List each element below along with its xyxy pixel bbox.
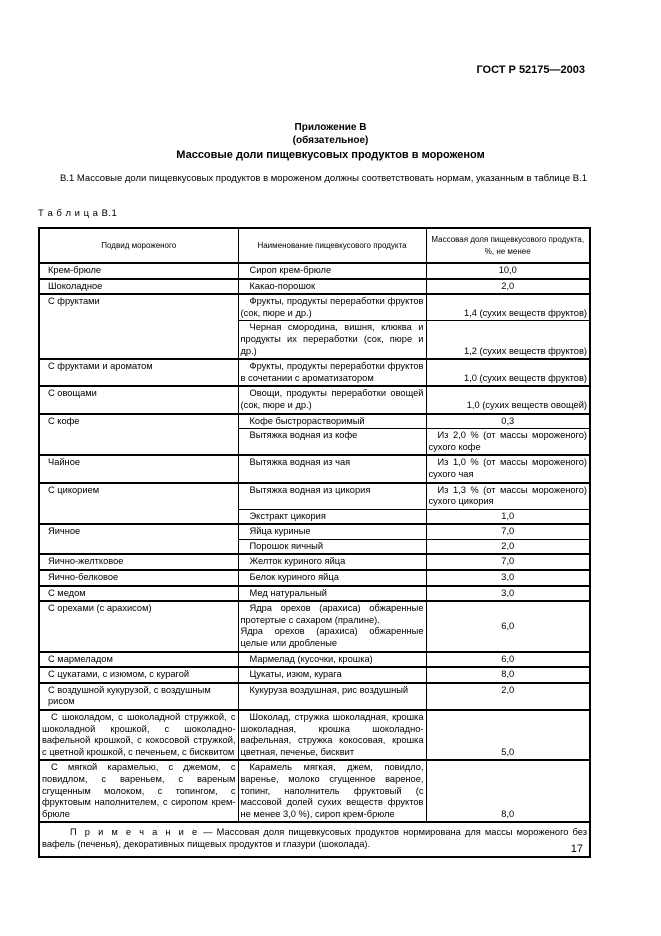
product-cell: Мед натуральный <box>238 586 426 602</box>
mass-fraction-cell: 2,0 <box>426 279 590 295</box>
table-note <box>39 822 590 856</box>
table-row <box>39 601 590 651</box>
subtype-cell: С кофе <box>39 414 238 456</box>
mass-fraction-cell: 6,0 <box>426 601 590 651</box>
product-cell: Фрукты, продукты переработки фруктов в сочетании с ароматизатором <box>238 359 426 386</box>
table-row <box>39 570 590 586</box>
table-row <box>39 483 590 510</box>
mass-fraction-cell: 7,0 <box>426 524 590 539</box>
product-cell: Фрукты, продукты переработки фруктов (сок, пюре и др.) <box>238 294 426 321</box>
mass-fraction-cell: 10,0 <box>426 263 590 279</box>
mass-fraction-cell: 5,0 <box>426 710 590 760</box>
section-title: Массовые доли пищевкусовых продуктов в мороженом <box>176 149 485 161</box>
header-mass-fraction: Массовая доля пищевкусового продукта, %, не менее <box>426 228 590 263</box>
subtype-cell: С овощами <box>39 386 238 413</box>
product-cell: Мармелад (кусочки, крошка) <box>238 652 426 668</box>
mass-fraction-cell: 1,4 (сухих веществ фруктов) <box>426 294 590 321</box>
note-text: — Массовая доля пищевкусовых продуктов нормирована для массы мороженого без вафель (печенья), декоративных пищевых продуктов и глазури (шоколада). <box>42 827 587 849</box>
table-b1 <box>38 227 591 858</box>
mass-fraction-cell: 6,0 <box>426 652 590 668</box>
table-row <box>39 554 590 570</box>
table-note-row <box>39 822 590 856</box>
subtype-cell: Шоколадное <box>39 279 238 295</box>
product-cell: Экстракт цикория <box>238 509 426 524</box>
note-label: П р и м е ч а н и е <box>70 827 200 838</box>
mass-fraction-cell: 3,0 <box>426 586 590 602</box>
product-cell: Кофе быстрорастворимый <box>238 414 426 429</box>
product-cell: Желток куриного яйца <box>238 554 426 570</box>
table-row <box>39 279 590 295</box>
table-row <box>39 414 590 429</box>
subtype-cell: С шоколадом, с шоколадной стружкой, с шоколадной крошкой, с шоколадно-вафельной крошкой, с кокосовой стружкой, с цветной крошкой, с печеньем, с бисквитом <box>39 710 238 760</box>
table-row <box>39 710 590 760</box>
subtype-cell: Крем-брюле <box>39 263 238 279</box>
subtype-cell: С медом <box>39 586 238 602</box>
product-cell: Порошок яичный <box>238 539 426 554</box>
table-row <box>39 760 590 822</box>
product-cell: Сироп крем-брюле <box>238 263 426 279</box>
product-cell: Белок куриного яйца <box>238 570 426 586</box>
table-row <box>39 263 590 279</box>
product-cell: Овощи, продукты переработки овощей (сок, пюре и др.) <box>238 386 426 413</box>
appendix-status: (обязательное) <box>292 135 369 146</box>
table-body <box>39 263 590 822</box>
product-cell: Вытяжка водная из кофе <box>238 429 426 456</box>
table-row <box>39 683 590 710</box>
mass-fraction-cell: 1,0 (сухих веществ фруктов) <box>426 359 590 386</box>
subtype-cell: С цукатами, с изюмом, с курагой <box>39 667 238 683</box>
product-cell: Карамель мягкая, джем, повидло, варенье, молоко сгущенное вареное, топинг, наполнитель фруктовый (с массовой долей сухих веществ фруктов не менее 3,0 %), сироп крем-брюле <box>238 760 426 822</box>
table-row <box>39 524 590 539</box>
mass-fraction-cell: Из 1,0 % (от массы мороженого) сухого чая <box>426 455 590 482</box>
table-row <box>39 667 590 683</box>
mass-fraction-cell: 8,0 <box>426 760 590 822</box>
table-caption: Т а б л и ц а В.1 <box>38 208 118 219</box>
product-cell: Ядра орехов (арахиса) обжаренные протертые с сахаром (пралине). Ядра орехов (арахиса) обжаренные целые или дробленые <box>238 601 426 651</box>
mass-fraction-cell: 1,0 (сухих веществ овощей) <box>426 386 590 413</box>
table-row <box>39 294 590 321</box>
table-row <box>39 455 590 482</box>
table-row <box>39 359 590 386</box>
mass-fraction-cell: 0,3 <box>426 414 590 429</box>
table-row <box>39 586 590 602</box>
subtype-cell: С воздушной кукурузой, с воздушным рисом <box>39 683 238 710</box>
subtype-cell: С цикорием <box>39 483 238 525</box>
subtype-cell: С мармеладом <box>39 652 238 668</box>
mass-fraction-cell: 3,0 <box>426 570 590 586</box>
table-row <box>39 652 590 668</box>
mass-fraction-cell: Из 2,0 % (от массы мороженого) сухого кофе <box>426 429 590 456</box>
appendix-heading <box>0 121 661 147</box>
product-cell: Вытяжка водная из цикория <box>238 483 426 510</box>
mass-fraction-cell: 2,0 <box>426 539 590 554</box>
table-header-row <box>39 228 590 263</box>
table-row <box>39 386 590 413</box>
product-cell: Черная смородина, вишня, клюква и продукты их переработки (сок, пюре и др.) <box>238 321 426 359</box>
product-cell: Кукуруза воздушная, рис воздушный <box>238 683 426 710</box>
header-subtype: Подвид мороженого <box>39 228 238 263</box>
mass-fraction-cell: 7,0 <box>426 554 590 570</box>
product-cell: Цукаты, изюм, курага <box>238 667 426 683</box>
subtype-cell: Чайное <box>39 455 238 482</box>
product-cell: Шоколад, стружка шоколадная, крошка шоколадная, крошка шоколадно-вафельная, стружка кокосовая, крошка цветная, печенье, бисквит <box>238 710 426 760</box>
subtype-cell: Яично-желтковое <box>39 554 238 570</box>
mass-fraction-cell: 2,0 <box>426 683 590 710</box>
subtype-cell: С мягкой карамелью, с джемом, с повидлом, с вареньем, с вареным сгущенным молоком, с топингом, с фруктовым наполнителем, с сиропом крем-брюле <box>39 760 238 822</box>
mass-fraction-cell: 1,0 <box>426 509 590 524</box>
standard-number: ГОСТ Р 52175—2003 <box>476 64 585 76</box>
mass-fraction-cell: Из 1,3 % (от массы мороженого) сухого цикория <box>426 483 590 510</box>
product-cell: Яйца куриные <box>238 524 426 539</box>
product-cell: Вытяжка водная из чая <box>238 455 426 482</box>
mass-fraction-cell: 8,0 <box>426 667 590 683</box>
subtype-cell: Яично-белковое <box>39 570 238 586</box>
product-cell: Какао-порошок <box>238 279 426 295</box>
subtype-cell: С орехами (с арахисом) <box>39 601 238 651</box>
subtype-cell: С фруктами и ароматом <box>39 359 238 386</box>
mass-fraction-cell: 1,2 (сухих веществ фруктов) <box>426 321 590 359</box>
subtype-cell: Яичное <box>39 524 238 554</box>
header-product: Наименование пищевкусового продукта <box>238 228 426 263</box>
appendix-title: Приложение В <box>294 122 367 133</box>
paragraph-b1: В.1 Массовые доли пищевкусовых продуктов в мороженом должны соответствовать нормам, указанным в таблице В.1 <box>60 173 588 184</box>
subtype-cell: С фруктами <box>39 294 238 359</box>
page-number: 17 <box>570 843 583 855</box>
